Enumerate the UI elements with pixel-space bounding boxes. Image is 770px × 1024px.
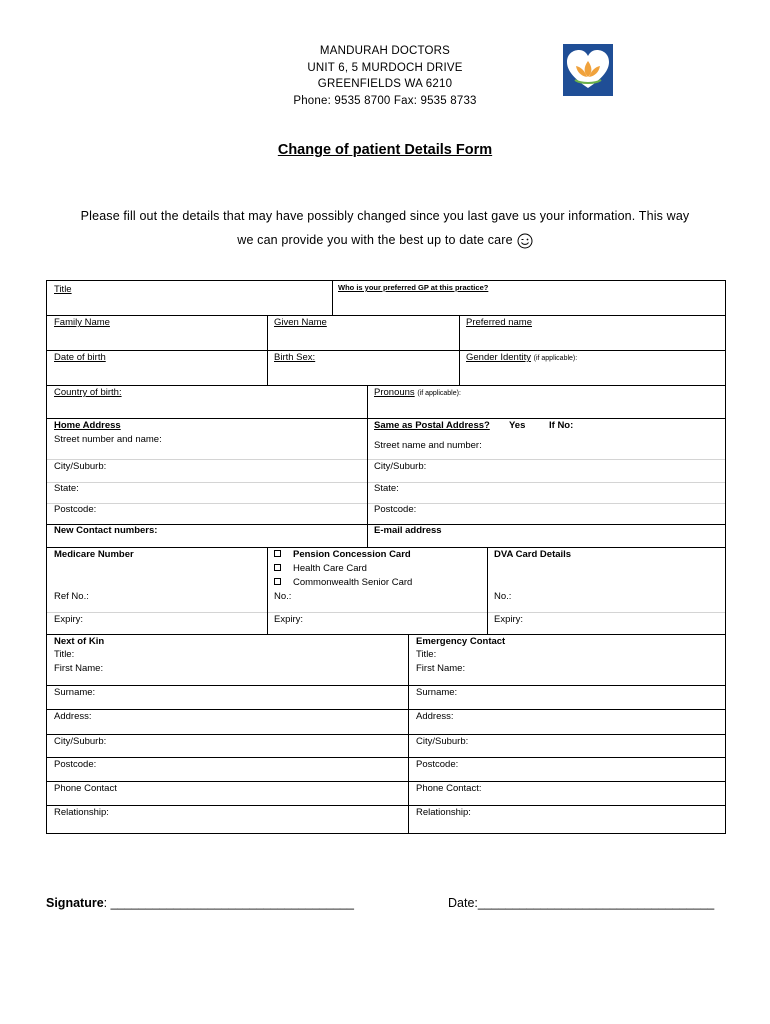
- intro-text: [40, 204, 730, 252]
- form-title: Change of patient Details Form: [277, 142, 493, 158]
- street-name-number-label: Street name and number:: [374, 440, 482, 451]
- kin-surname-label: Surname:: [54, 687, 96, 698]
- medicare-expiry-label: Expiry:: [54, 614, 84, 625]
- kin-title-label: Title:: [54, 649, 75, 660]
- health-care-card-option: [274, 563, 367, 575]
- heart-lotus-logo-icon: [563, 44, 613, 96]
- practice-header: [0, 43, 770, 109]
- intro-line-2-text: we can provide you with the best up to date care: [237, 233, 513, 247]
- senior-card-option: [274, 577, 412, 589]
- next-of-kin-heading: Next of Kin: [54, 636, 105, 647]
- pension-card-option: [274, 549, 411, 561]
- postal-city-label: City/Suburb:: [374, 461, 427, 472]
- postal-postcode-label: Postcode:: [374, 504, 417, 515]
- emergency-phone-label: Phone Contact:: [416, 783, 482, 794]
- emergency-surname-label: Surname:: [416, 687, 458, 698]
- pension-card-checkbox[interactable]: [274, 550, 281, 557]
- home-state-label: State:: [54, 483, 79, 494]
- signature-field[interactable]: [46, 896, 354, 910]
- emergency-postcode-label: Postcode:: [416, 759, 459, 770]
- medicare-number-label: Medicare Number: [54, 549, 134, 560]
- concession-no-label: No.:: [274, 591, 292, 602]
- date-field[interactable]: Date:__________________________________: [448, 896, 715, 910]
- gender-identity-text: Gender Identity: [466, 352, 531, 363]
- senior-card-text: Commonwealth Senior Card: [293, 577, 413, 588]
- kin-address-label: Address:: [54, 711, 92, 722]
- pronouns-label: [374, 387, 461, 400]
- signature-line: : ___________________________________: [103, 896, 354, 910]
- birth-sex-label: Birth Sex:: [274, 352, 316, 363]
- medicare-ref-label: Ref No.:: [54, 591, 89, 602]
- yes-label: Yes: [509, 420, 526, 431]
- emergency-first-name-label: First Name:: [416, 663, 466, 674]
- if-no-label: If No:: [549, 420, 574, 431]
- home-address-label: Home Address: [54, 420, 121, 431]
- winking-smiley-icon: [517, 233, 533, 249]
- practice-address-line: UNIT 6, 5 MURDOCH DRIVE: [307, 61, 463, 74]
- preferred-gp-label: Who is your preferred GP at this practice?: [338, 283, 489, 292]
- new-contact-numbers-label: New Contact numbers:: [54, 525, 158, 536]
- emergency-city-label: City/Suburb:: [416, 736, 469, 747]
- country-of-birth-label: Country of birth:: [54, 387, 122, 398]
- postal-state-label: State:: [374, 483, 399, 494]
- senior-card-checkbox[interactable]: [274, 578, 281, 585]
- dva-expiry-label: Expiry:: [494, 614, 524, 625]
- gender-if-applicable: (if applicable):: [533, 355, 578, 362]
- practice-phone-line: Phone: 9535 8700 Fax: 9535 8733: [293, 94, 477, 107]
- health-care-card-checkbox[interactable]: [274, 564, 281, 571]
- emergency-contact-heading: Emergency Contact: [416, 636, 506, 647]
- details-form: [46, 280, 726, 834]
- same-as-postal-label: Same as Postal Address?: [374, 420, 490, 431]
- dva-no-label: No.:: [494, 591, 512, 602]
- practice-name: MANDURAH DOCTORS: [319, 45, 451, 57]
- family-name-label: Family Name: [54, 317, 110, 328]
- email-address-label: E-mail address: [374, 525, 442, 536]
- kin-city-label: City/Suburb:: [54, 736, 107, 747]
- kin-phone-label: Phone Contact: [54, 783, 117, 794]
- health-care-card-text: Health Care Card: [293, 563, 367, 574]
- practice-suburb-line: GREENFIELDS WA 6210: [317, 78, 453, 90]
- preferred-name-label: Preferred name: [466, 317, 533, 328]
- pronouns-text: Pronouns: [374, 387, 415, 398]
- pronouns-if-applicable: (if applicable):: [417, 390, 461, 397]
- kin-postcode-label: Postcode:: [54, 759, 97, 770]
- street-number-name-label: Street number and name:: [54, 434, 162, 445]
- given-name-label: Given Name: [274, 317, 327, 328]
- title-label: Title: [54, 284, 72, 295]
- kin-first-name-label: First Name:: [54, 663, 104, 674]
- emergency-title-label: Title:: [416, 649, 437, 660]
- intro-line-1: Please fill out the details that may have possibly changed since you last gave us your information. This way: [80, 209, 690, 223]
- home-city-label: City/Suburb:: [54, 461, 107, 472]
- kin-relationship-label: Relationship:: [54, 807, 109, 818]
- intro-line-2: [40, 228, 730, 252]
- home-postcode-label: Postcode:: [54, 504, 97, 515]
- dva-card-label: DVA Card Details: [494, 549, 572, 560]
- dob-label: Date of birth: [54, 352, 106, 363]
- signature-label: Signature: [46, 896, 104, 910]
- gender-identity-label: [466, 352, 577, 365]
- concession-expiry-label: Expiry:: [274, 614, 304, 625]
- pension-card-text: Pension Concession Card: [293, 549, 411, 560]
- emergency-relationship-label: Relationship:: [416, 807, 471, 818]
- emergency-address-label: Address:: [416, 711, 454, 722]
